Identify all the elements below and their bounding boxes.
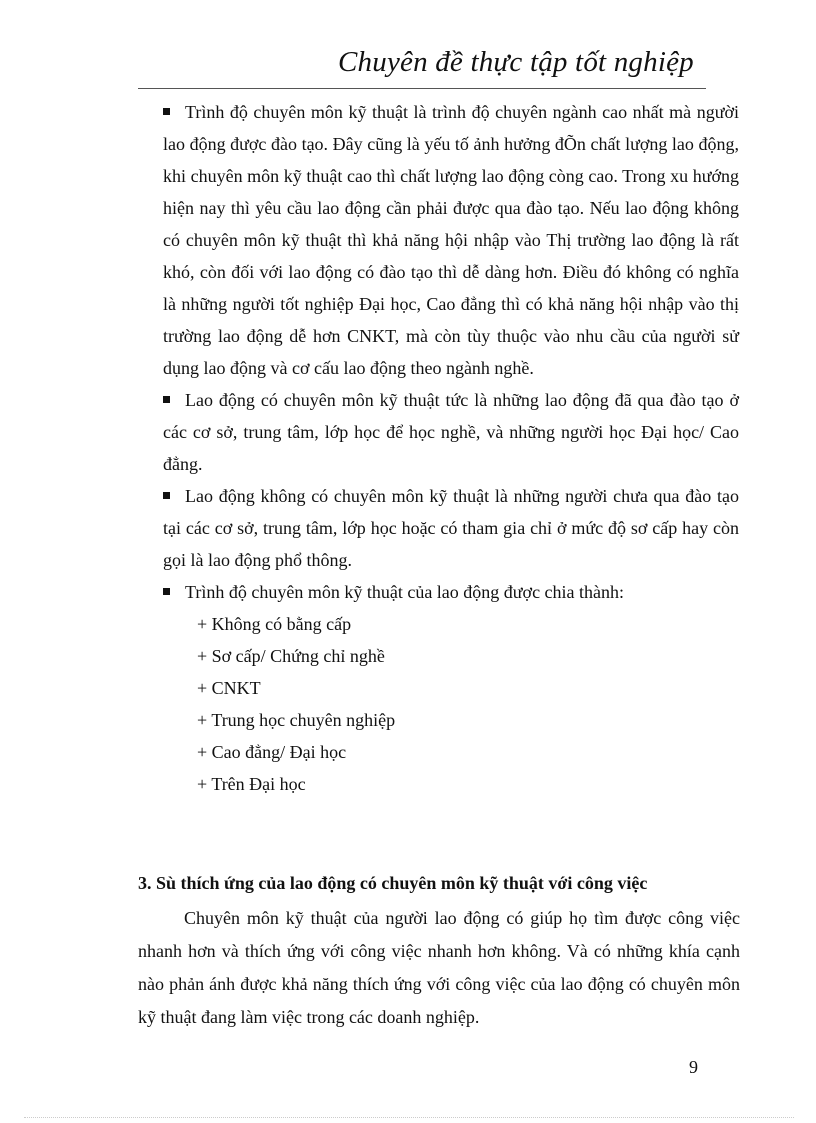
square-bullet-icon xyxy=(163,588,170,595)
list-item: + Trên Đại học xyxy=(197,774,306,794)
bullet-item xyxy=(163,480,739,576)
square-bullet-icon xyxy=(163,396,170,403)
page-header-title: Chuyên đề thực tập tốt nghiệp xyxy=(338,46,694,78)
bullet-content xyxy=(163,96,739,800)
section-paragraph: Chuyên môn kỹ thuật của người lao động có giúp họ tìm được công việc nhanh hơn và thích ứng với công việc nhanh hơn không. Và có những khía cạnh nào phản ánh được khả năng thích ứng với công việc của lao động có chuyên môn kỹ thuật đang làm việc trong các doanh nghiệp. xyxy=(138,908,740,1027)
list-item: + CNKT xyxy=(197,678,261,698)
square-bullet-icon xyxy=(163,492,170,499)
bottom-dotted-border xyxy=(24,1117,794,1118)
square-bullet-icon xyxy=(163,108,170,115)
page-number: 9 xyxy=(689,1057,698,1077)
bullet-text: Trình độ chuyên môn kỹ thuật là trình độ chuyên ngành cao nhất mà người lao động được đào tạo. Đây cũng là yếu tố ảnh hưởng đÕn chất lượng lao động, khi chuyên môn kỹ thuật cao thì chất lượng lao động còng cao. Trong xu hướng hiện nay thì yêu cầu lao động cần phải được qua đào tạo. Nếu lao động không có chuyên môn kỹ thuật thì khả năng hội nhập vào Thị trường lao động là rất khó, còn đối với lao động có đào tạo thì dễ dàng hơn. Điều đó không có nghĩa là những người tốt nghiệp Đại học, Cao đẳng thì có khả năng hội nhập vào thị trường lao động dễ hơn CNKT, mà còn tùy thuộc vào nhu cầu của người sử dụng lao động và cơ cấu lao động theo ngành nghề. xyxy=(163,102,739,378)
list-item: + Cao đẳng/ Đại học xyxy=(197,742,347,762)
bullet-text: Trình độ chuyên môn kỹ thuật của lao động được chia thành: xyxy=(185,582,625,602)
qualification-levels-list xyxy=(163,608,739,800)
bullet-text: Lao động có chuyên môn kỹ thuật tức là những lao động đã qua đào tạo ở các cơ sở, trung tâm, lớp học để học nghề, và những người học Đại học/ Cao đẳng. xyxy=(163,390,739,474)
bullet-item xyxy=(163,576,739,608)
bullet-item xyxy=(163,96,739,384)
bullet-item xyxy=(163,384,739,480)
bullet-text: Lao động không có chuyên môn kỹ thuật là những người chưa qua đào tạo tại các cơ sở, trung tâm, lớp học hoặc có tham gia chỉ ở mức độ sơ cấp hay còn gọi là lao động phổ thông. xyxy=(163,486,739,570)
section-heading: 3. Sù thích ứng của lao động có chuyên môn kỹ thuật với công việc xyxy=(138,873,648,893)
list-item: + Sơ cấp/ Chứng chỉ nghề xyxy=(197,646,385,666)
header-rule xyxy=(138,88,706,89)
list-item: + Trung học chuyên nghiệp xyxy=(197,710,396,730)
list-item: + Không có bằng cấp xyxy=(197,614,352,634)
